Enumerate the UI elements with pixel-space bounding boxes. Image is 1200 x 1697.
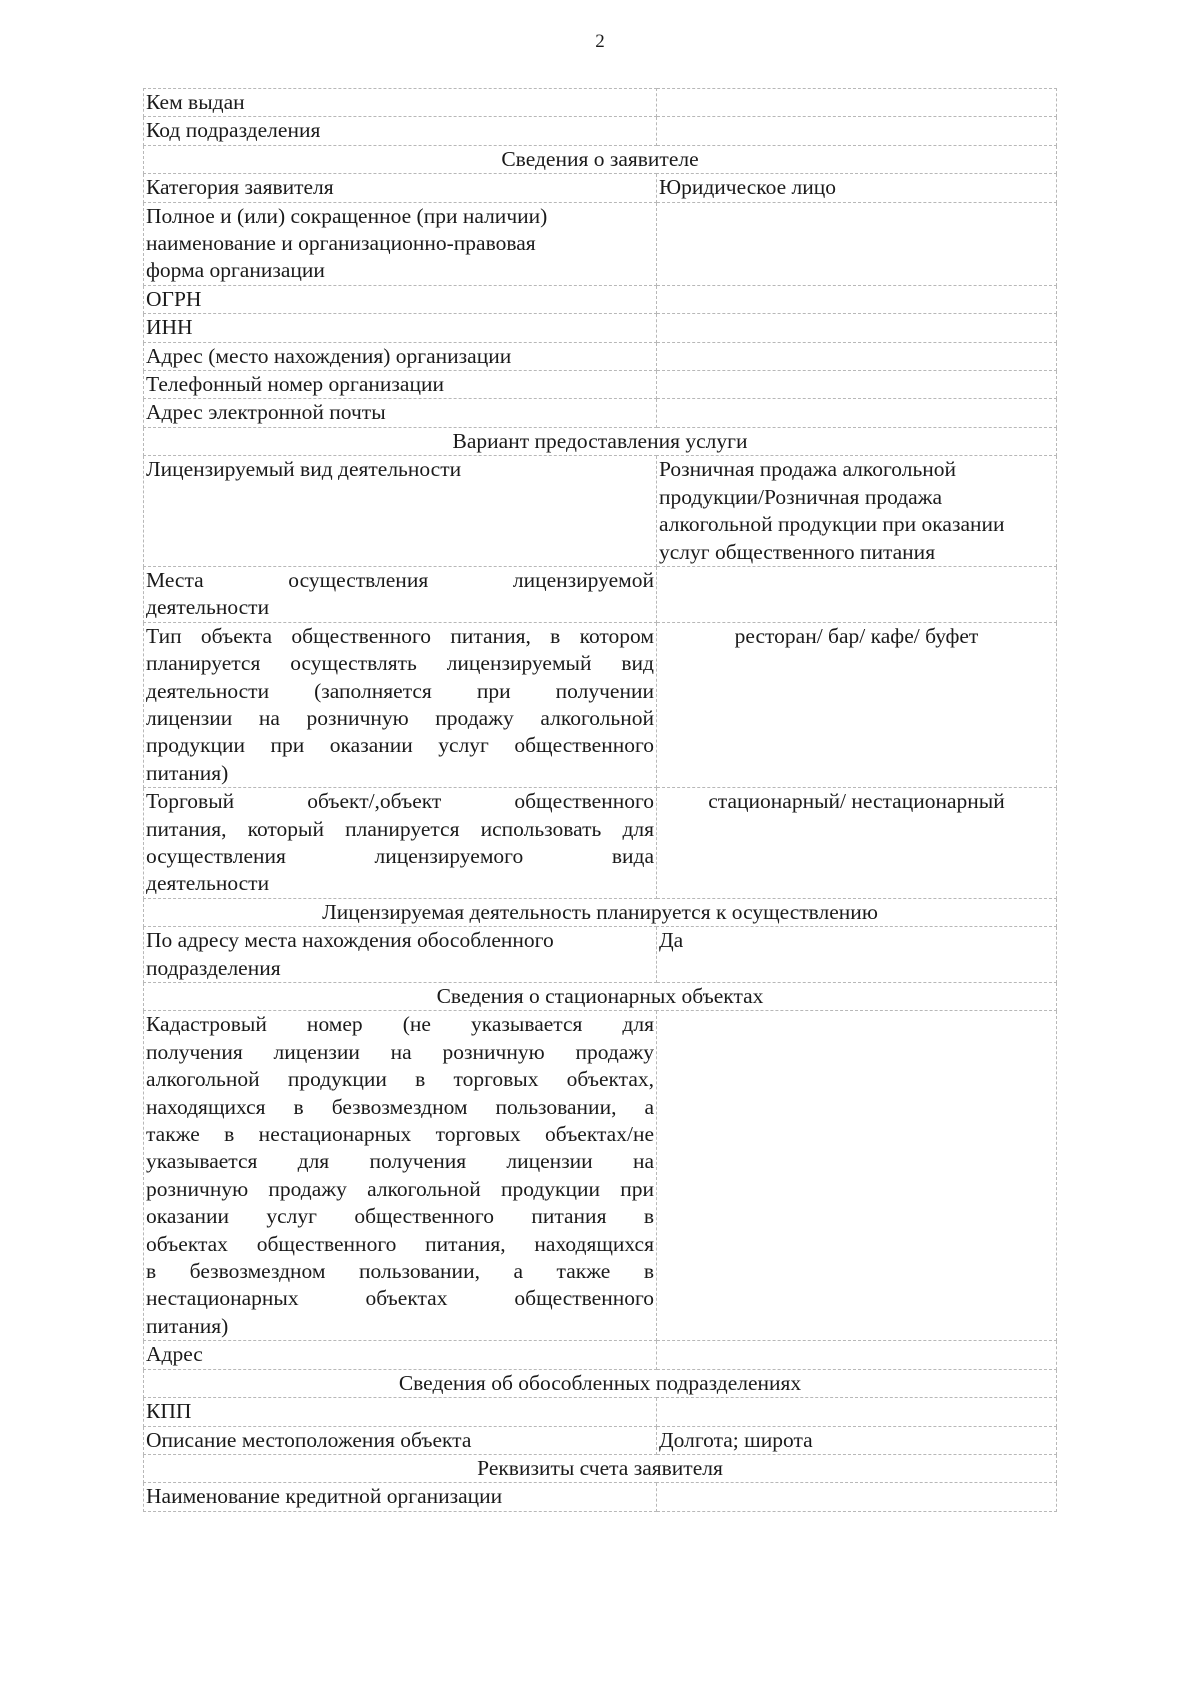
label-cadastral-number (144, 1011, 657, 1341)
row-org-address (144, 342, 1057, 370)
value-line: Розничная продажа алкогольной (659, 457, 957, 482)
application-form-table (143, 88, 1057, 1512)
label-line: Места осуществления лицензируемой (146, 567, 654, 592)
label-issued-by: Кем выдан (144, 89, 657, 117)
label-line: питания) (146, 1313, 229, 1338)
row-trade-object (144, 788, 1057, 899)
label-line: оказании услуг общественного питания в (146, 1204, 654, 1229)
value-line: услуг общественного питания (659, 539, 936, 564)
label-line: розничную продажу алкогольной продукции при (146, 1176, 654, 1201)
field-licensed-activity[interactable] (657, 456, 1057, 567)
row-inn (144, 314, 1057, 342)
label-ogrn: ОГРН (144, 285, 657, 313)
field-trade-object[interactable]: стационарный/ нестационарный (657, 788, 1057, 899)
field-applicant-category[interactable]: Юридическое лицо (657, 174, 1057, 202)
label-line: также в нестационарных торговых объектах/не (146, 1122, 654, 1147)
label-line: По адресу места нахождения обособленного (146, 928, 554, 953)
field-org-address[interactable] (657, 342, 1057, 370)
label-line: объектах общественного питания, находящихся (146, 1231, 654, 1256)
section-planned-row (144, 898, 1057, 926)
field-ogrn[interactable] (657, 285, 1057, 313)
label-line: Торговый объект/,объект общественного (146, 789, 654, 814)
label-branch-address (144, 927, 657, 983)
label-inn: ИНН (144, 314, 657, 342)
label-line: Тип объекта общественного питания, в котором (146, 623, 654, 648)
row-issued-by (144, 89, 1057, 117)
section-branches-row (144, 1369, 1057, 1397)
label-line: продукции при оказании услуг общественного (146, 733, 654, 758)
label-line: нестационарных объектах общественного (146, 1286, 654, 1311)
label-line: находящихся в безвозмездном пользовании, а (146, 1094, 654, 1119)
row-org-phone (144, 371, 1057, 399)
label-line: получения лицензии на розничную продажу (146, 1039, 654, 1064)
field-org-email[interactable] (657, 399, 1057, 427)
section-branches-heading: Сведения об обособленных подразделениях (144, 1369, 1057, 1397)
label-org-address: Адрес (место нахождения) организации (144, 342, 657, 370)
section-applicant-heading: Сведения о заявителе (144, 145, 1057, 173)
field-branch-address[interactable]: Да (657, 927, 1057, 983)
field-inn[interactable] (657, 314, 1057, 342)
label-licensed-activity: Лицензируемый вид деятельности (144, 456, 657, 567)
section-service-variant-heading: Вариант предоставления услуги (144, 427, 1057, 455)
section-account-row (144, 1454, 1057, 1482)
label-org-email: Адрес электронной почты (144, 399, 657, 427)
page-number: 2 (595, 31, 605, 52)
label-bank-name: Наименование кредитной организации (144, 1483, 657, 1511)
value-line: продукции/Розничная продажа (659, 484, 943, 509)
row-org-email (144, 399, 1057, 427)
label-line: Кадастровый номер (не указывается для (146, 1012, 654, 1037)
label-line: осуществления лицензируемого вида (146, 843, 654, 868)
value-line: алкогольной продукции при оказании (659, 512, 1005, 537)
label-line: форма организации (146, 258, 325, 283)
label-division-code: Код подразделения (144, 117, 657, 145)
section-planned-heading: Лицензируемая деятельность планируется к осуществлению (144, 898, 1057, 926)
row-catering-type (144, 622, 1057, 787)
field-activity-places[interactable] (657, 566, 1057, 622)
label-location-description: Описание местоположения объекта (144, 1426, 657, 1454)
row-cadastral-number (144, 1011, 1057, 1341)
row-org-name (144, 202, 1057, 285)
field-division-code[interactable] (657, 117, 1057, 145)
label-line: наименование и организационно-правовая (146, 231, 536, 256)
row-licensed-activity (144, 456, 1057, 567)
label-kpp: КПП (144, 1398, 657, 1426)
row-activity-places (144, 566, 1057, 622)
label-line: алкогольной продукции в торговых объектах, (146, 1067, 654, 1092)
label-org-phone: Телефонный номер организации (144, 371, 657, 399)
field-org-phone[interactable] (657, 371, 1057, 399)
label-org-name (144, 202, 657, 285)
label-line: питания) (146, 760, 229, 785)
section-service-variant-row (144, 427, 1057, 455)
section-stationary-row (144, 983, 1057, 1011)
label-line: деятельности (заполняется при получении (146, 678, 654, 703)
label-line: подразделения (146, 955, 281, 980)
field-cadastral-number[interactable] (657, 1011, 1057, 1341)
field-org-name[interactable] (657, 202, 1057, 285)
row-address (144, 1341, 1057, 1369)
section-account-heading: Реквизиты счета заявителя (144, 1454, 1057, 1482)
row-kpp (144, 1398, 1057, 1426)
row-branch-address (144, 927, 1057, 983)
label-trade-object (144, 788, 657, 899)
field-location-description[interactable]: Долгота; широта (657, 1426, 1057, 1454)
field-catering-type[interactable]: ресторан/ бар/ кафе/ буфет (657, 622, 1057, 787)
field-kpp[interactable] (657, 1398, 1057, 1426)
label-line: указывается для получения лицензии на (146, 1149, 654, 1174)
label-address: Адрес (144, 1341, 657, 1369)
row-location-description (144, 1426, 1057, 1454)
field-bank-name[interactable] (657, 1483, 1057, 1511)
label-line: деятельности (146, 595, 270, 620)
label-line: в безвозмездном пользовании, а также в (146, 1259, 654, 1284)
label-line: деятельности (146, 871, 270, 896)
section-stationary-heading: Сведения о стационарных объектах (144, 983, 1057, 1011)
label-catering-type (144, 622, 657, 787)
label-activity-places (144, 566, 657, 622)
row-bank-name (144, 1483, 1057, 1511)
row-division-code (144, 117, 1057, 145)
label-line: лицензии на розничную продажу алкогольной (146, 705, 654, 730)
section-applicant-row (144, 145, 1057, 173)
field-address[interactable] (657, 1341, 1057, 1369)
row-applicant-category (144, 174, 1057, 202)
field-issued-by[interactable] (657, 89, 1057, 117)
label-line: планируется осуществлять лицензируемый вид (146, 651, 654, 676)
label-line: питания, который планируется использовать для (146, 816, 654, 841)
row-ogrn (144, 285, 1057, 313)
label-applicant-category: Категория заявителя (144, 174, 657, 202)
label-line: Полное и (или) сокращенное (при наличии) (146, 203, 548, 228)
